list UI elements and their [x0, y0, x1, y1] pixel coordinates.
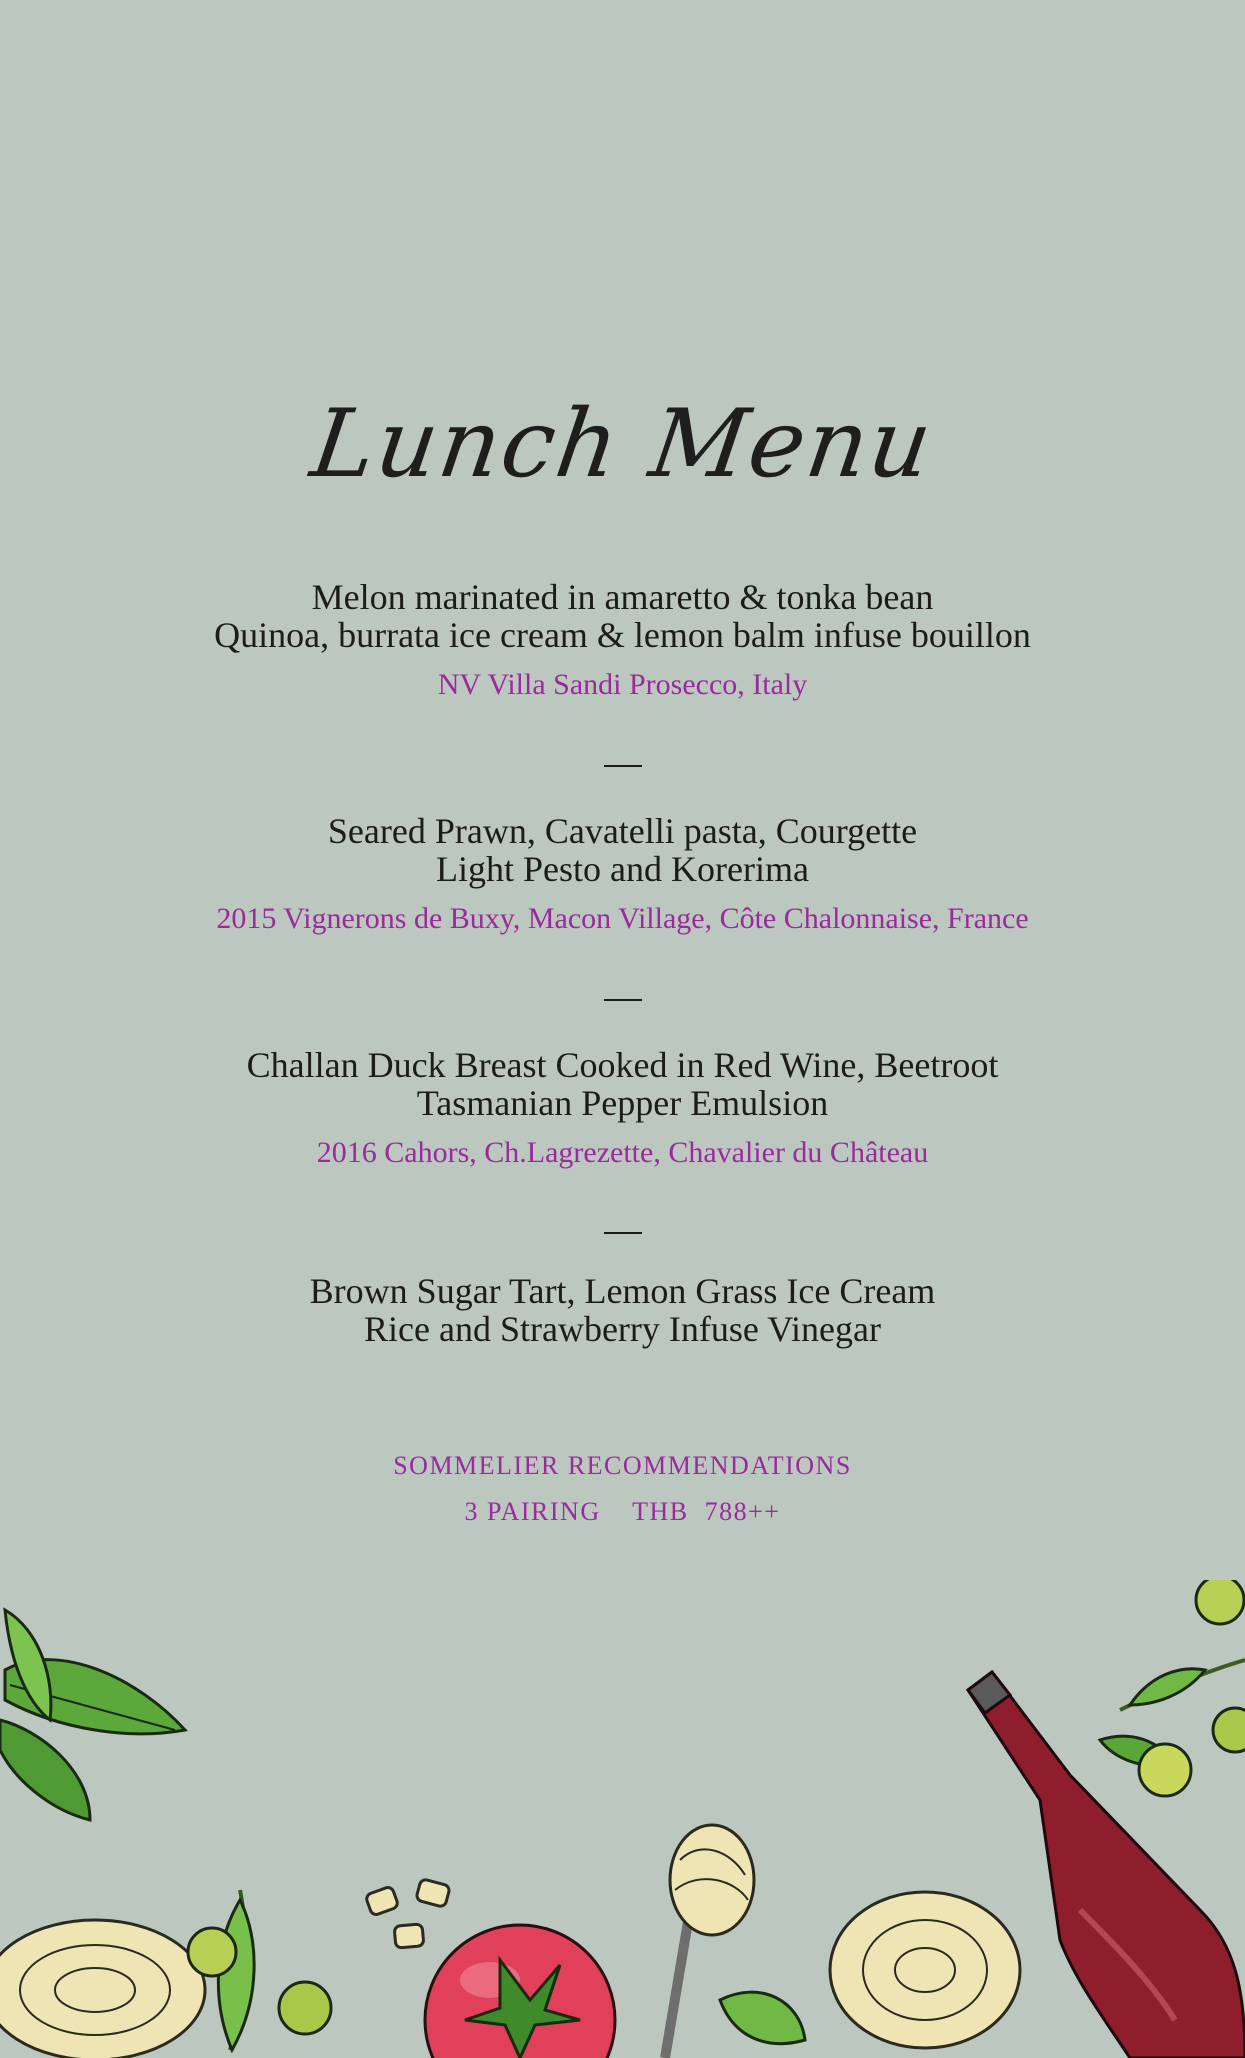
tagliatelle-nest-right-icon — [830, 1892, 1020, 2048]
food-illustration — [0, 1580, 1245, 2058]
tagliatelle-nest-icon — [0, 1920, 205, 2058]
dish-line: Quinoa, burrata ice cream & lemon balm infuse bouillon — [214, 615, 1031, 655]
sommelier-heading: SOMMELIER RECOMMENDATIONS — [393, 1451, 852, 1480]
dish-line: Brown Sugar Tart, Lemon Grass Ice Cream — [309, 1271, 936, 1311]
wine-pairing: NV Villa Sandi Prosecco, Italy — [437, 668, 808, 701]
course-divider — [604, 1232, 642, 1234]
wine-pairing: 2016 Cahors, Ch.Lagrezette, Chavalier du Château — [316, 1136, 929, 1169]
tomato-icon — [425, 1925, 615, 2058]
course-4 — [0, 1272, 1245, 1348]
dish-line: Tasmanian Pepper Emulsion — [416, 1083, 829, 1123]
pairing-price: 3 PAIRING THB 788++ — [464, 1497, 781, 1526]
pasta-pieces-icon — [365, 1878, 450, 1948]
course-divider — [604, 999, 642, 1001]
pasta-fork-icon — [665, 1825, 805, 2058]
menu-title: Lunch Menu — [305, 390, 940, 499]
course-2 — [0, 812, 1245, 936]
course-3 — [0, 1046, 1245, 1170]
olives-icon — [188, 1890, 331, 2050]
dish-line: Melon marinated in amaretto & tonka bean — [311, 577, 934, 617]
dish-line: Challan Duck Breast Cooked in Red Wine, Beetroot — [246, 1045, 999, 1085]
dish-line: Rice and Strawberry Infuse Vinegar — [364, 1309, 881, 1349]
dish-line: Seared Prawn, Cavatelli pasta, Courgette — [327, 811, 918, 851]
olive-branch-icon — [1100, 1580, 1245, 1796]
wine-pairing: 2015 Vignerons de Buxy, Macon Village, Côte Chalonnaise, France — [216, 902, 1029, 935]
course-1 — [0, 578, 1245, 702]
basil-leaves-icon — [0, 1610, 185, 1820]
dish-line: Light Pesto and Korerima — [436, 849, 809, 889]
sommelier-section — [0, 1443, 1245, 1535]
course-divider — [604, 765, 642, 767]
